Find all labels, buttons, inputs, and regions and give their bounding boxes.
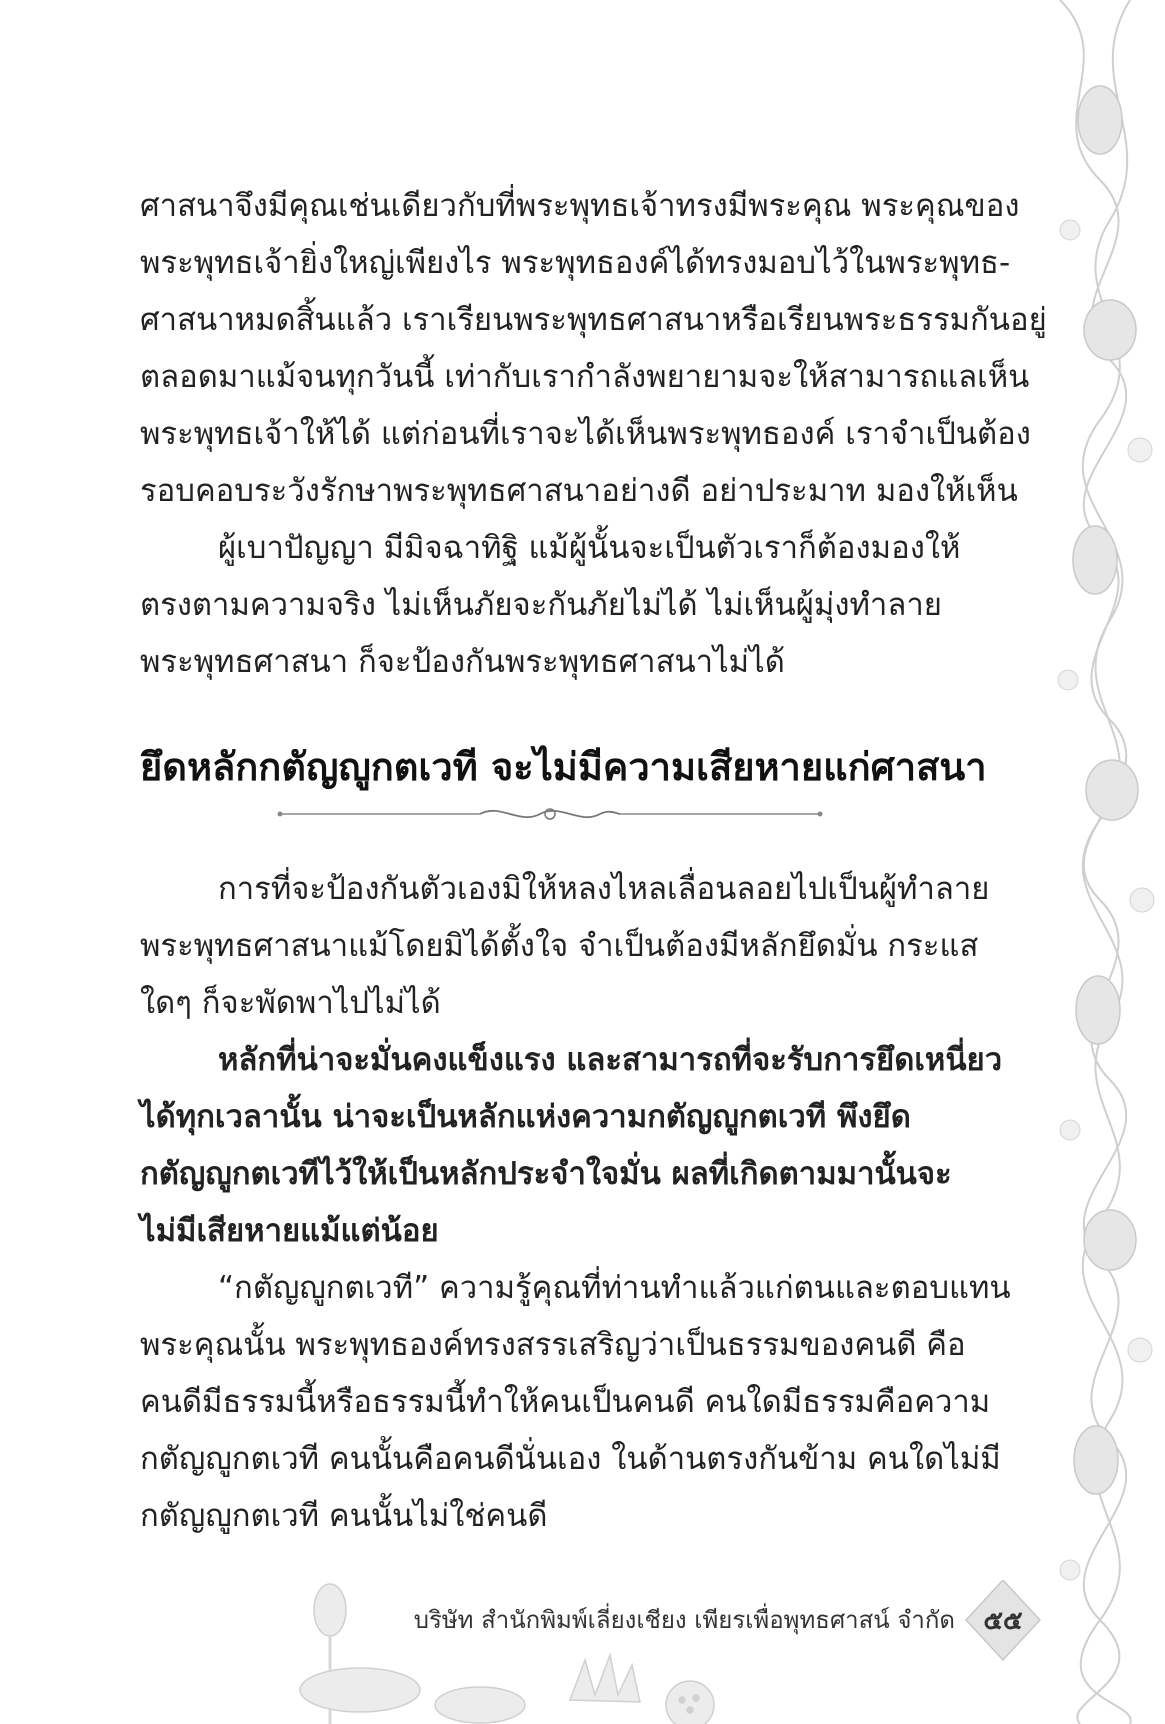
text-line: ศาสนาจึงมีคุณเช่นเดียวกับที่พระพุทธเจ้าทรงมีพระคุณ พระคุณของ: [140, 188, 1020, 224]
text-line: พระพุทธเจ้ายิ่งใหญ่เพียงไร พระพุทธองค์ได้ทรงมอบไว้ในพระพุทธ-: [140, 245, 1011, 281]
text-line: “กตัญญูกตเวที” ความรู้คุณที่ท่านทำแล้วแก่ตนและตอบแทน: [218, 1270, 1011, 1306]
main-text: [140, 178, 1047, 1545]
text-line: พระพุทธศาสนา ก็จะป้องกันพระพุทธศาสนาไม่ได้: [140, 644, 785, 680]
bold-text-line: หลักที่น่าจะมั่นคงแข็งแรง และสามารถที่จะรับการยึดเหนี่ยว: [218, 1042, 1003, 1078]
page-number: ๕๕: [983, 1606, 1023, 1636]
text-line: คนดีมีธรรมนี้หรือธรรมนี้ทำให้คนเป็นคนดี คนใดมีธรรมคือความ: [140, 1384, 991, 1420]
ornamental-divider: [140, 801, 992, 827]
bold-text-line: ได้ทุกเวลานั้น น่าจะเป็นหลักแห่งความกตัญญูกตเวที พึงยึด: [140, 1099, 911, 1135]
text-line: ใดๆ ก็จะพัดพาไปไม่ได้: [140, 985, 441, 1021]
text-line: ตลอดมาแม้จนทุกวันนี้ เท่ากับเรากำลังพยายามจะให้สามารถแลเห็น: [140, 359, 1030, 395]
text-line: ศาสนาหมดสิ้นแล้ว เราเรียนพระพุทธศาสนาหรือเรียนพระธรรมกันอยู่: [140, 302, 1047, 338]
text-line: พระพุทธศาสนาแม้โดยมิได้ตั้งใจ จำเป็นต้องมีหลักยึดมั่น กระแส: [140, 928, 979, 964]
bold-text-line: ไม่มีเสียหายแม้แต่น้อย: [140, 1213, 439, 1249]
bold-text-line: กตัญญูกตเวทีไว้ให้เป็นหลักประจำใจมั่น ผลที่เกิดตามมานั้นจะ: [140, 1156, 952, 1192]
text-line: ผู้เบาปัญญา มีมิจฉาทิฐิ แม้ผู้นั้นจะเป็นตัวเราก็ต้องมองให้: [218, 530, 961, 566]
text-line: รอบคอบระวังรักษาพระพุทธศาสนาอย่างดี อย่าประมาท มองให้เห็น: [140, 473, 1018, 509]
floral-border-ornament: [1040, 0, 1165, 1724]
text-line: ตรงตามความจริง ไม่เห็นภัยจะกันภัยไม่ได้ ไม่เห็นผู้มุ่งทำลาย: [140, 587, 942, 623]
text-line: พระพุทธเจ้าให้ได้ แต่ก่อนที่เราจะได้เห็นพระพุทธองค์ เราจำเป็นต้อง: [140, 416, 1031, 452]
publisher-footer: บริษัท สำนักพิมพ์เลี่ยงเชียง เพียรเพื่อพุทธศาสน์ จำกัด: [413, 1606, 955, 1634]
text-line: กตัญญูกตเวที คนนั้นคือคนดีนั่นเอง ในด้านตรงกันข้าม คนใดไม่มี: [140, 1441, 1001, 1477]
section-heading: ยึดหลักกตัญญูกตเวที จะไม่มีความเสียหายแก่ศาสนา: [140, 745, 987, 789]
text-line: การที่จะป้องกันตัวเองมิให้หลงไหลเลื่อนลอยไปเป็นผู้ทำลาย: [218, 871, 990, 907]
text-line: กตัญญูกตเวที คนนั้นไม่ใช่คนดี: [140, 1498, 548, 1534]
text-line: พระคุณนั้น พระพุทธองค์ทรงสรรเสริญว่าเป็นธรรมของคนดี คือ: [140, 1327, 966, 1363]
